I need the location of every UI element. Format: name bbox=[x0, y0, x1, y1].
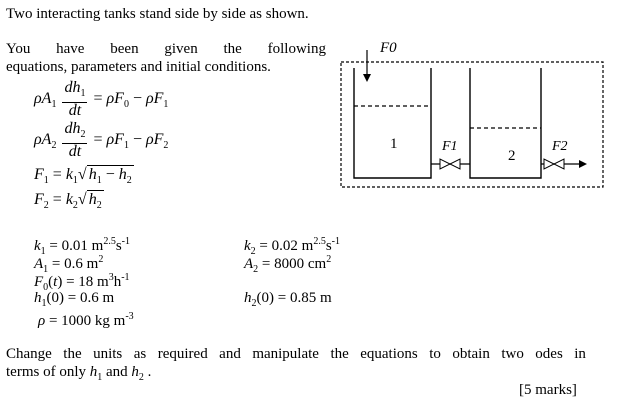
ode-tank-2 bbox=[34, 121, 168, 160]
inflow-label: F0 bbox=[380, 40, 397, 56]
tank-2-label: 2 bbox=[508, 148, 516, 164]
flow-eq-2: $F_2 = k_2√$ $h_2$ bbox=[34, 191, 102, 212]
word: given bbox=[164, 41, 198, 57]
param-rho: ρ = 1000 kg $m^{-3}$ bbox=[38, 311, 134, 329]
given-line-1 bbox=[6, 40, 326, 58]
word: required bbox=[157, 346, 208, 362]
valve-2-left bbox=[544, 159, 554, 169]
intro-text: Two interacting tanks stand side by side as shown. bbox=[6, 6, 309, 22]
word: the bbox=[223, 41, 242, 57]
word: and bbox=[219, 346, 241, 362]
word: been bbox=[110, 41, 139, 57]
tank-diagram bbox=[336, 36, 608, 192]
word: the bbox=[63, 346, 82, 362]
param-a1: $A_1 = 0.6$ $m^2$ bbox=[34, 254, 104, 275]
word: Change bbox=[6, 346, 52, 362]
word: obtain bbox=[452, 346, 490, 362]
word: equations bbox=[360, 346, 418, 362]
word: as bbox=[133, 346, 147, 362]
word: odes bbox=[535, 346, 563, 362]
marks-label: [5 marks] bbox=[519, 382, 577, 398]
word: units bbox=[93, 346, 123, 362]
param-h2-initial: $h_2(0) = 0.85$ m bbox=[244, 290, 332, 309]
inflow-arrowhead bbox=[363, 74, 371, 82]
task-line-1 bbox=[6, 345, 586, 363]
word: You bbox=[6, 41, 31, 57]
ode1-rhs: = $\rho F_0 - \rho F_1$ bbox=[93, 90, 169, 111]
tank-1-label: 1 bbox=[390, 136, 398, 152]
valve-2-right bbox=[554, 159, 564, 169]
task-line-2: terms of only $h_1$ and $h_2$ . bbox=[6, 364, 152, 383]
word: have bbox=[56, 41, 85, 57]
tank-1 bbox=[354, 68, 431, 178]
param-k2: $k_2 = 0.02$ $m^{2.5}s^{-1}$ bbox=[244, 236, 340, 257]
word: to bbox=[429, 346, 441, 362]
valve-1-left bbox=[440, 159, 450, 169]
dh1-dt-fraction: $\frac{dh_1}{dt}$ bbox=[64, 79, 86, 120]
word: manipulate bbox=[252, 346, 319, 362]
valve-2-label: F2 bbox=[552, 139, 568, 154]
outflow-arrowhead bbox=[579, 160, 587, 168]
dh2-dt-fraction: $\frac{dh_2}{dt}$ bbox=[64, 120, 86, 161]
ode1-lhs: $\rho A_1$ bbox=[34, 90, 57, 111]
word: two bbox=[501, 346, 524, 362]
param-f0: $F_0(t) = 18$ $m^3h^{-1}$ bbox=[34, 272, 130, 293]
word: following bbox=[267, 41, 326, 57]
param-a2: $A_2 = 8000$ $cm^2$ bbox=[244, 254, 332, 275]
valve-1-label: F1 bbox=[442, 139, 458, 154]
word: in bbox=[574, 346, 586, 362]
flow-eq-1: $F_1 = k_1√$ $h_1 - h_2$ bbox=[34, 166, 132, 187]
tank-2 bbox=[470, 68, 541, 178]
ode2-lhs: $\rho A_2$ bbox=[34, 131, 57, 152]
param-k1: $k_1 = 0.01$ $m^{2.5}s^{-1}$ bbox=[34, 236, 130, 257]
ode-tank-1 bbox=[34, 80, 168, 119]
given-line-2: equations, parameters and initial conditions. bbox=[6, 59, 271, 75]
param-h1-initial: $h_1(0) = 0.6$ m bbox=[34, 290, 115, 309]
ode2-rhs: = $\rho F_1 - \rho F_2$ bbox=[93, 131, 169, 152]
valve-1-right bbox=[450, 159, 460, 169]
word: the bbox=[330, 346, 349, 362]
